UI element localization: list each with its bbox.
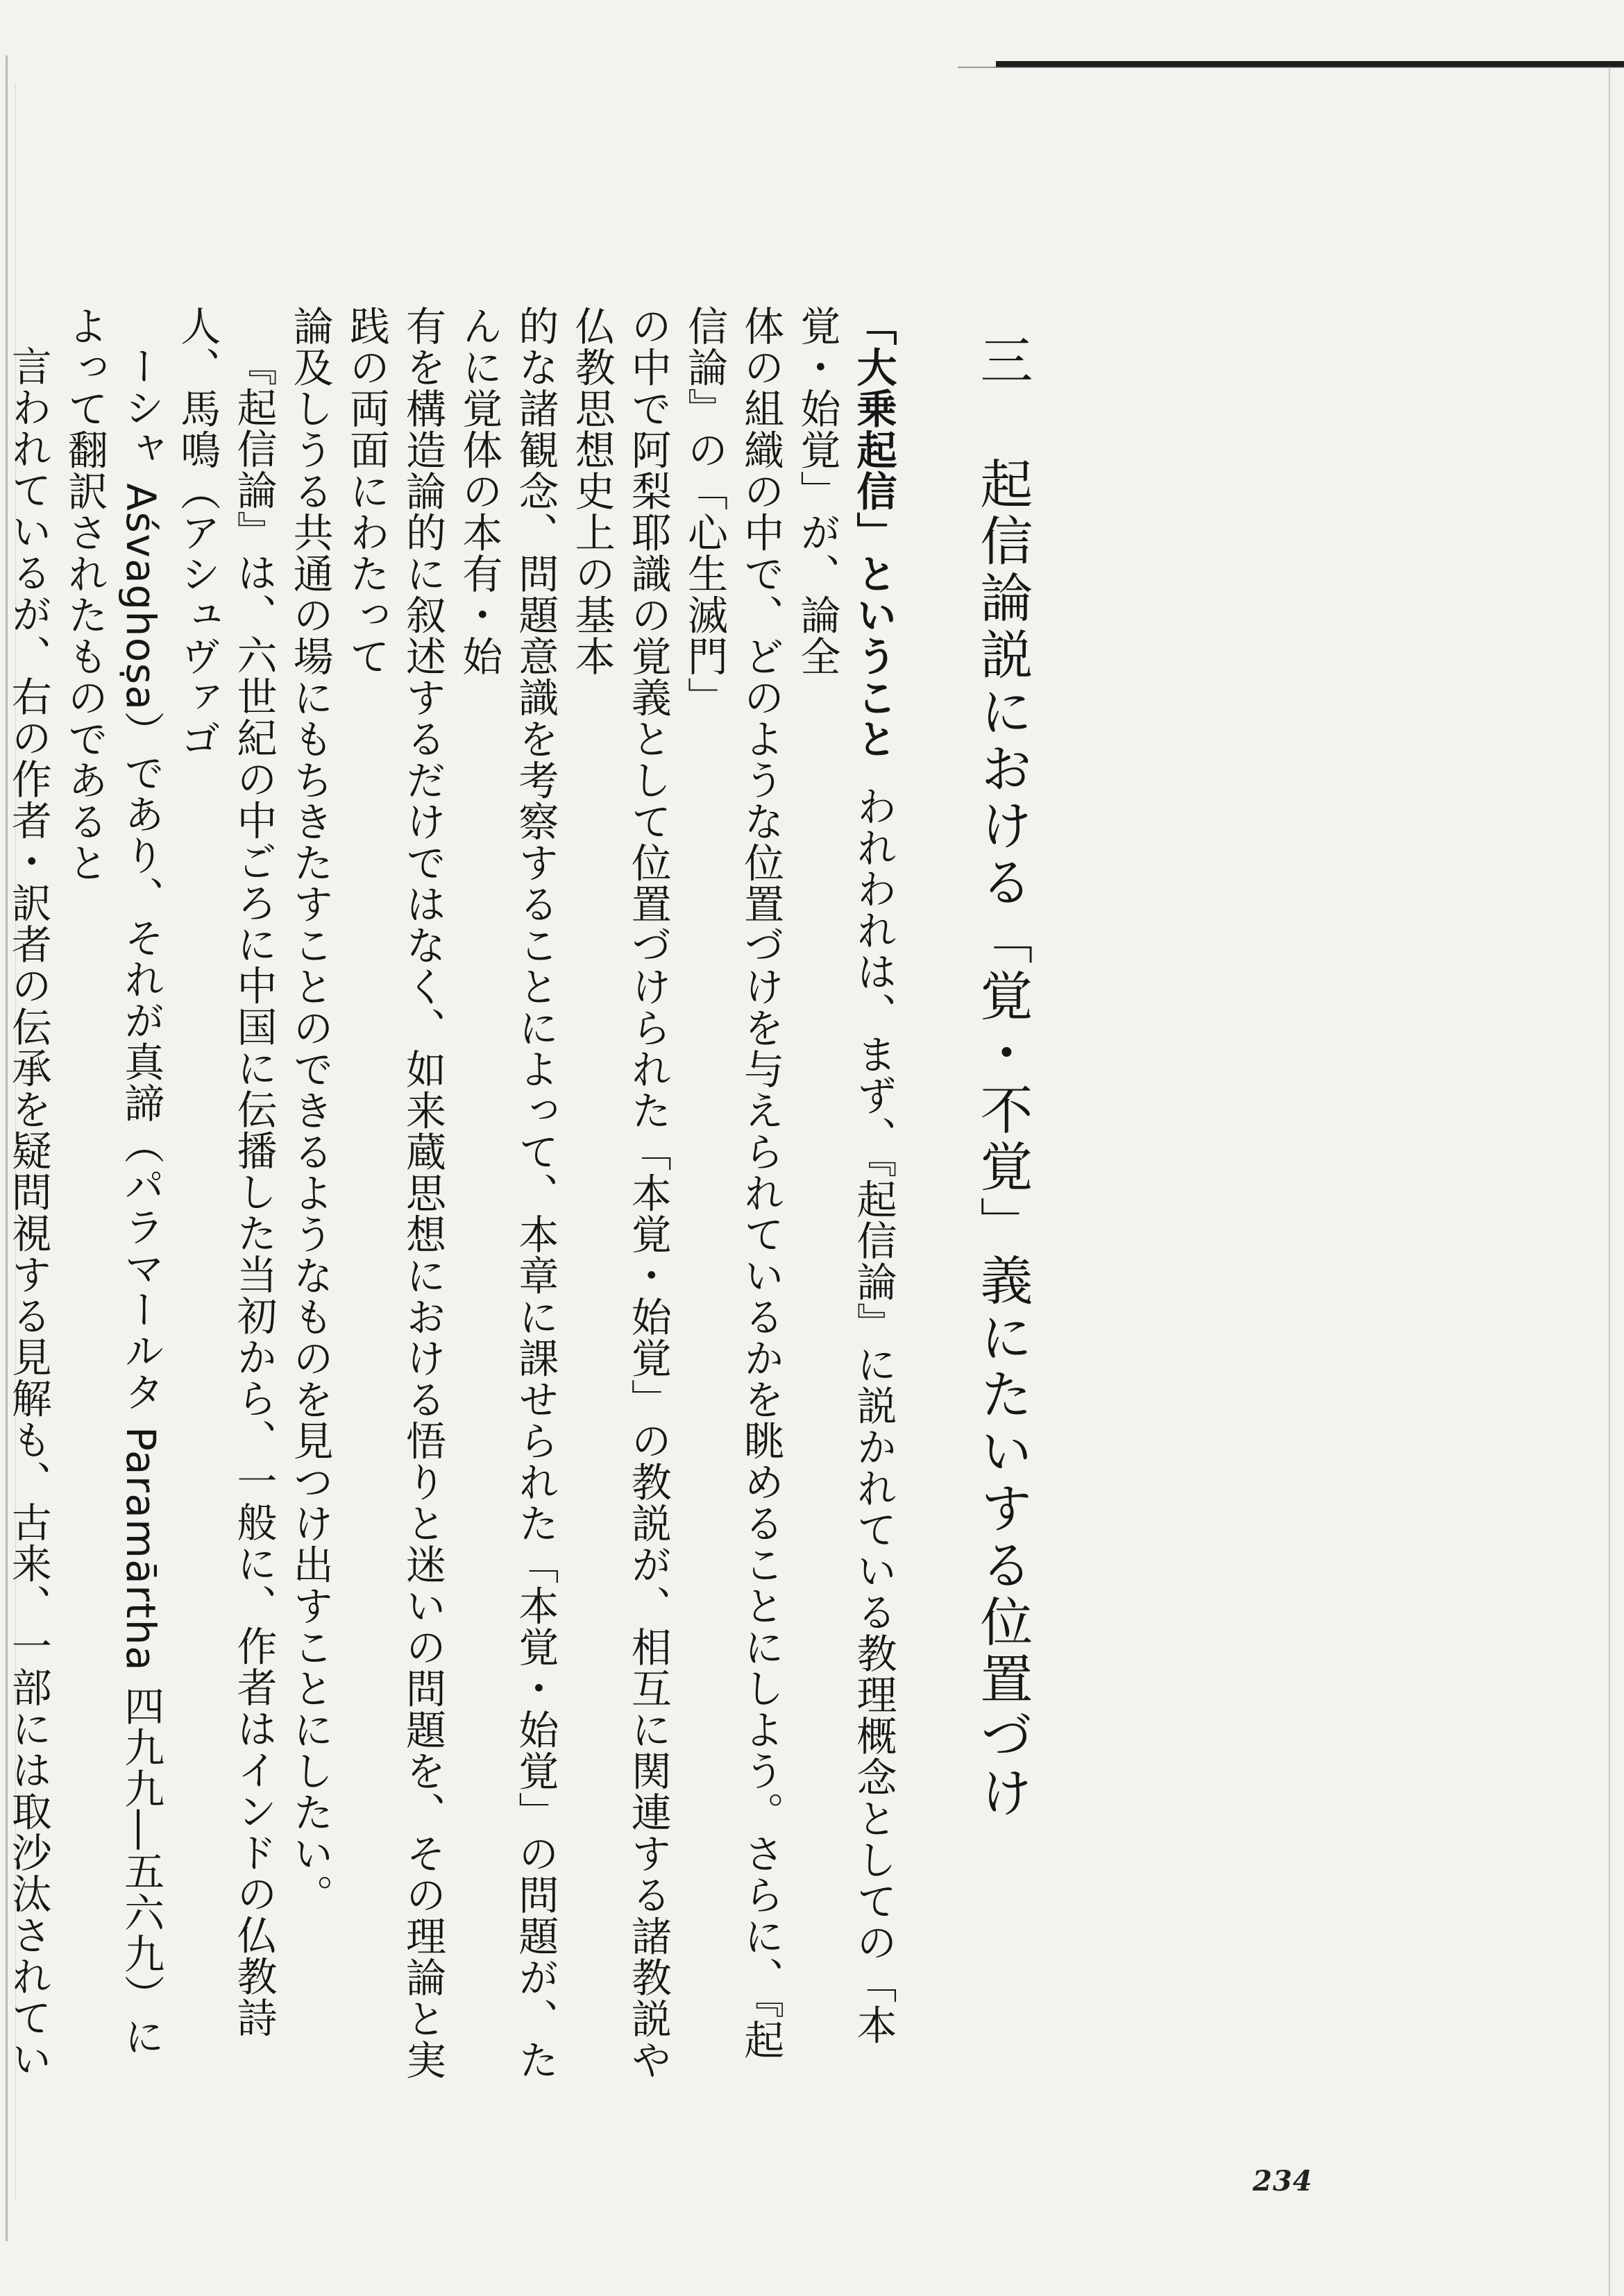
- paragraph-1: [281, 305, 901, 2082]
- text-line: 的な諸観念、問題意識を考察することによって、本章に課せられた「本覚・始覚」の問題が、たんに覚体の本有・始: [455, 305, 559, 2081]
- text-line: [788, 305, 901, 2082]
- body-text: [0, 305, 1083, 2082]
- page-number: 234: [1253, 2165, 1313, 2197]
- header-rule-thin: [958, 67, 1624, 68]
- scan-right-edge: [1609, 67, 1610, 2296]
- section-title: 起信論説における「覚・不覚」義にたいする位置づけ: [971, 457, 1033, 1822]
- text-line: 『起信論』は、六世紀の中ごろに中国に伝播した当初から、一般に、作者はインドの仏教詩人、馬鳴（アシュヴァゴ: [174, 305, 278, 2039]
- paragraph-2: [0, 305, 281, 2082]
- subsection-title: 「大乗起信」ということ: [849, 305, 897, 760]
- section-number: 三: [971, 333, 1033, 390]
- text-line: 有を構造論的に叙述するだけではなく、如来蔵思想における悟りと迷いの問題を、その理論と実践の両面にわたって: [342, 305, 447, 2081]
- section-heading: [965, 333, 1039, 2082]
- text-line: 論及しうる共通の場にもちきたすことのできるようなものを見つけ出すことにしたい。: [286, 305, 334, 1916]
- text-line-content: われわれは、まず、『起信論』に説かれている教理概念としての「本覚・始覚」が、論全: [793, 305, 897, 2046]
- text-line: 体の組織の中で、どのような位置づけを与えられているかを眺めることにしよう。さらに、『起信論』の「心生滅門」: [680, 305, 785, 2061]
- text-line: の中で阿梨耶識の覚義として位置づけられた「本覚・始覚」の教説が、相互に関連する諸教説や仏教思想史上の基本: [568, 305, 672, 2081]
- text-line: ーシャ Aśvaghoṣa）であり、それが真諦（パラマールタ Paramārtha 四九九―五六九）によって翻訳されたものであると: [60, 305, 165, 2057]
- text-line: 言われているが、右の作者・訳者の伝承を疑問視する見解も、古来、一部には取沙汰されてい: [4, 346, 52, 2080]
